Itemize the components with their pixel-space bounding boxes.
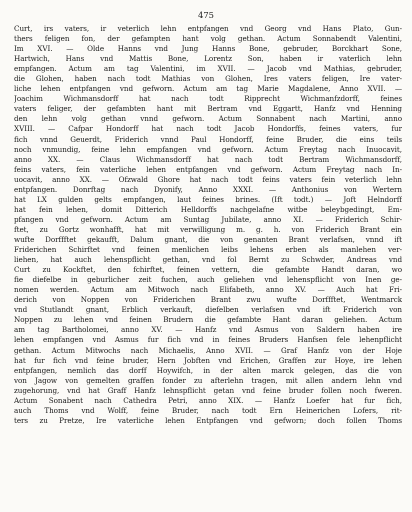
text-line: Curt, irs vaters, ir veterlich lehn entpfangen vnd Georg vnd Hans Plato, Gun- (14, 24, 402, 33)
text-line: den lehn volg gethan vnnd gefworn. Actum Sonnabent nach Martini, anno (14, 114, 402, 124)
text-line: Im XVI. — Olde Hanns vnd Jung Hanns Bone, gebruder, Borckhart Sone, (14, 44, 402, 54)
text-line: hat fur fich vnd feine bruder, Hern Jobften vnd Erichen, Graffen zur Hoye, ire lehen (14, 355, 402, 365)
text-line: uocavit, anno XX. — Ofzwald Ghore hat nach todt feins vaters fein veterlich lehn (14, 174, 402, 184)
text-line: Joachim Wichmansdorff hat nach todt Ripprecht Wichmanfzdorff, feines (14, 94, 402, 104)
text-line: am tag Bartholomei, anno XV. — Hanfz vnd Asmus von Saldern haben ire (14, 325, 402, 335)
text-line: vaters feliger, der gefambten hant mit Bertram vnd Eggartt, Hanfz vnd Henning (14, 104, 402, 114)
text-line: thers feligen fon, der gefampten hant volg gethan. Actum Sonnabendt Valentini, (14, 34, 402, 44)
text-line: noch vnmundig, feine lehn empfangen vnd gefworn. Actum Freytag nach Inuocavit, (14, 144, 402, 154)
text-line: auch Thoms vnd Wolff, feine Bruder, nach todt Ern Heinerichen Lofers, rit- (14, 405, 402, 415)
text-line: fie diefelbe in geburlicher zeit fuchen, auch geliehen vnd lehenspflicht von Inen ge- (14, 275, 402, 285)
body-text (14, 24, 402, 426)
text-line: von Jagow von gemelten graffen fonder zu afterlehn tragen, mit allen andern lehn vnd (14, 375, 402, 385)
text-line: Noppen zu lehen vnd feinen Brudern die gefambte Hant daran geliehen. Actum (14, 315, 402, 325)
text-line: Actum Sonabent nach Cathedra Petri, anno XIX. — Hanfz Loefer hat fur fich, (14, 395, 402, 405)
text-line: Curt zu Kockftet, den fchirftet, feinen vettern, die gefambte Handt daran, wo (14, 265, 402, 275)
text-line: entpfangen, nemlich das dorff Hoywifch, in der alten marck gelegen, das die von (14, 365, 402, 375)
text-line: liche lehen entpfangen vnd gefworn. Actum am tag Marie Magdalene, Anno XVII. — (14, 84, 402, 94)
text-line: entpfangen. Donrftag nach Dyonify, Anno XXXI. — Anthonius von Wertern (14, 184, 402, 194)
text-line: derich von Noppen von Friderichen Brant zwu wufte Dorffftet, Wentmarck (14, 295, 402, 305)
text-line: feins vaters, fein vaterliche lehen entpfangen vnd gefworn. Actum Freytag nach In- (14, 164, 402, 174)
text-line: Hartwich, Hans vnd Mattis Bone, Lorentz Son, haben ir vaterlich lehn (14, 54, 402, 64)
text-line: fich vnnd Geuerdt, Friderich vnnd Paul Hondorff, feine Bruder, die eins teils (14, 134, 402, 144)
text-line: ters zu Pretze, Ire vaterliche lehen Entpfangen vnd gefworn; doch follen Thoms (14, 415, 402, 425)
text-line: zugehorung, vnd hat Graff Hanfz lehnspflicht getan vnd feine bruder follen noch fweren. (14, 385, 402, 395)
page-number: 475 (198, 10, 214, 20)
text-line: vnd Stutlandt gnant, Erblich verkauft, diefelben verlafsen vnd ift Friderich von (14, 305, 402, 315)
text-line: Friderichen Schirftet vnd feinen menlichen leibs lehens erben als manlehen ver- (14, 245, 402, 255)
text-line: gethan. Actum Mitwochs nach Michaelis, Anno XVII. — Graf Hanfz von der Hoje (14, 345, 402, 355)
text-line: hat fein lehen, domit Ditterich Helldorffs nachgelafne witbe beleybgedingt, Em- (14, 204, 402, 214)
text-line: nomen werden. Actum am Mitwoch nach Elifabeth, anno XV. — Auch hat Fri- (14, 285, 402, 295)
text-line: pfangen vnd gefworn. Actum am Suntag Jubilate, anno XI. — Friderich Schir- (14, 214, 402, 224)
text-line: empfangen. Actum am tag Valentini, im XVII. — Jacob vnd Mathias, gebruder, (14, 64, 402, 74)
text-line: hat LX gulden gelts empfangen, laut feines brines. (Ift todt.) — Joft Helndorff (14, 194, 402, 204)
text-line: wufte Dorffftet gekaufft, Dalum gnant, die von genanten Brant verlafsen, vnnd ift (14, 234, 402, 244)
text-line: XVIII. — Cafpar Hondorff hat nach todt Jacob Hondorffs, feines vaters, fur (14, 124, 402, 134)
text-line: liehen, hat auch lehenspflicht gethan, vnd fol Bernt zu Schwder, Andreas vnd (14, 255, 402, 265)
text-line: lehen empfangen vnd Asmus fur fich vnd in feines Bruders Hanfsen fele lehenpflicht (14, 335, 402, 345)
text-line: ftet, zu Gortz wonhafft, hat mit verwilligung m. g. h. von Friderich Brant ein (14, 224, 402, 234)
text-line: die Glohen, haben nach todt Mathias von Glohen, Ires vaters feligen, Ire vater- (14, 74, 402, 84)
text-line: anno XX. — Claus Wichmansdorff hat nach todt Bertram Wichmansdorff, (14, 154, 402, 164)
